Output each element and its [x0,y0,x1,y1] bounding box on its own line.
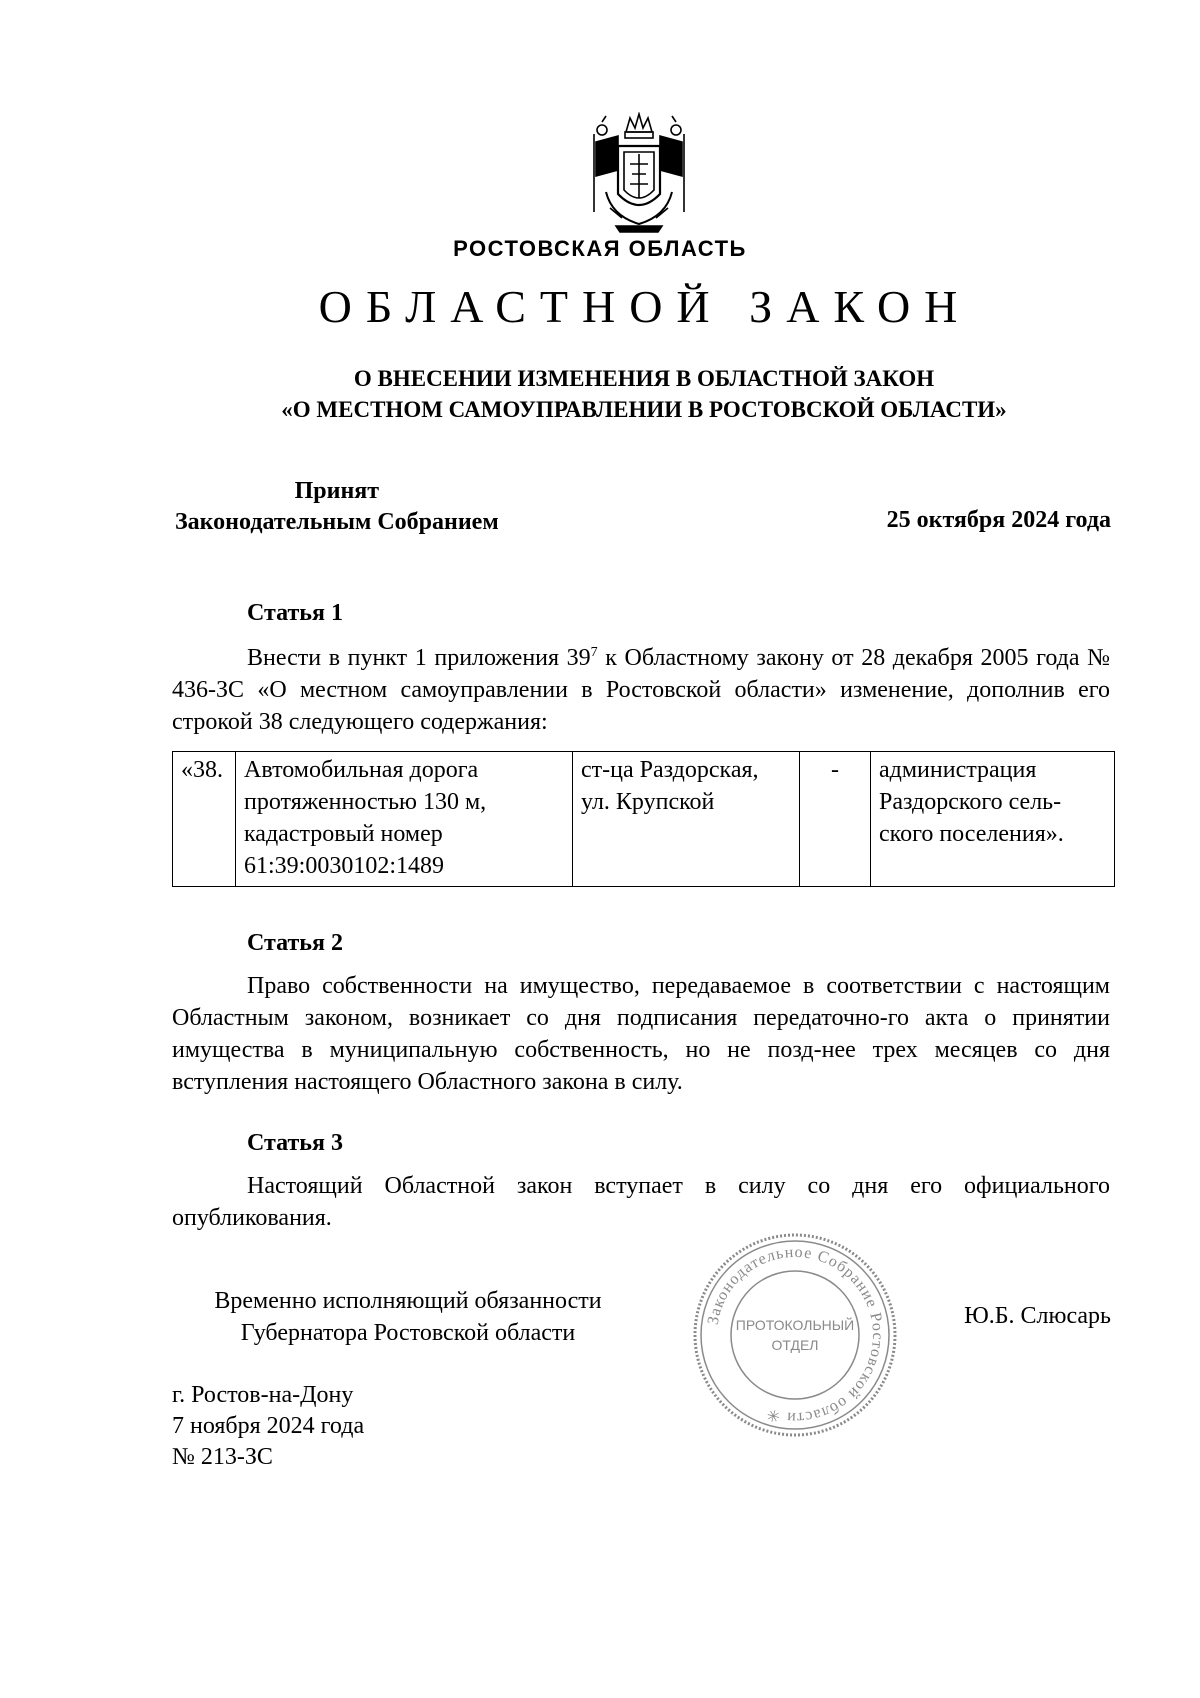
region-name: РОСТОВСКАЯ ОБЛАСТЬ [453,236,747,261]
adoption-line-1: Принят [294,478,380,504]
article-1-text-end: к Областному закону от 28 декабря 2005 года № 436-ЗС «О местном самоуправлении в Ростовской области» изменение, дополнив его строкой 38 следующего содержания: [172,645,1110,735]
address-cell: ст-ца Раздорская, ул. Крупской [573,752,800,887]
row-number-cell: «38. [173,752,236,887]
article-3-text: Настоящий Областной закон вступает в силу со дня его официального опубликования. [172,1173,1110,1231]
law-title-line-2: «О МЕСТНОМ САМОУПРАВЛЕНИИ В РОСТОВСКОЙ ОБЛАСТИ» [281,397,1007,422]
law-title-line-1: О ВНЕСЕНИИ ИЗМЕНЕНИЯ В ОБЛАСТНОЙ ЗАКОН [353,366,935,391]
article-2-text: Право собственности на имущество, передаваемое в соответствии с настоящим Областным законом, возникает со дня подписания передаточно-го акта о принятии имущества в муниципальную собственность, но не позд-нее трех месяцев со дня вступления настоящего Областного закона в силу. [172,973,1110,1095]
coat-of-arms-icon [588,112,690,236]
signing-details [172,1380,364,1473]
signing-city: г. Ростов-на-Дону [172,1382,354,1408]
adoption-block [175,476,499,538]
signatory-position-line-2: Губернатора Ростовской области [240,1320,576,1346]
article-2-heading: Статья 2 [247,930,343,956]
adoption-line-2: Законодательным Собранием [175,509,499,535]
article-1-text [172,642,1110,738]
article-3-heading: Статья 3 [247,1130,343,1156]
signatory-position [178,1285,638,1349]
stamp-center-line-2: ОТДЕЛ [771,1337,819,1353]
article-1-heading: Статья 1 [247,600,343,626]
law-title [0,363,1200,425]
stamp-seal [690,1230,900,1440]
stamp-center-line-1: ПРОТОКОЛЬНЫЙ [735,1317,855,1333]
dash-cell: - [800,752,871,887]
annex-superscript: 7 [590,645,598,660]
law-type-heading: ОБЛАСТНОЙ ЗАКОН [318,281,972,332]
adoption-date: 25 октября 2024 года [886,507,1111,533]
signing-date: 7 ноября 2024 года [172,1413,365,1439]
signatory-position-line-1: Временно исполняющий обязанности [214,1288,602,1314]
article-1-text-start: Внести в пункт 1 приложения 39 [247,645,591,671]
recipient-cell: администрация Раздорского сель-ского поселения». [871,752,1115,887]
svg-text:Законодательное Собрание Росто: Законодательное Собрание Ростовской области ✳ [704,1243,887,1427]
amendment-table [172,751,1115,887]
signatory-name: Ю.Б. Слюсарь [964,1303,1111,1329]
object-cell: Автомобильная дорога протяженностью 130 м, кадастровый номер 61:39:0030102:1489 [236,752,573,887]
law-number: № 213-ЗС [172,1444,273,1470]
table-row [173,752,1115,887]
